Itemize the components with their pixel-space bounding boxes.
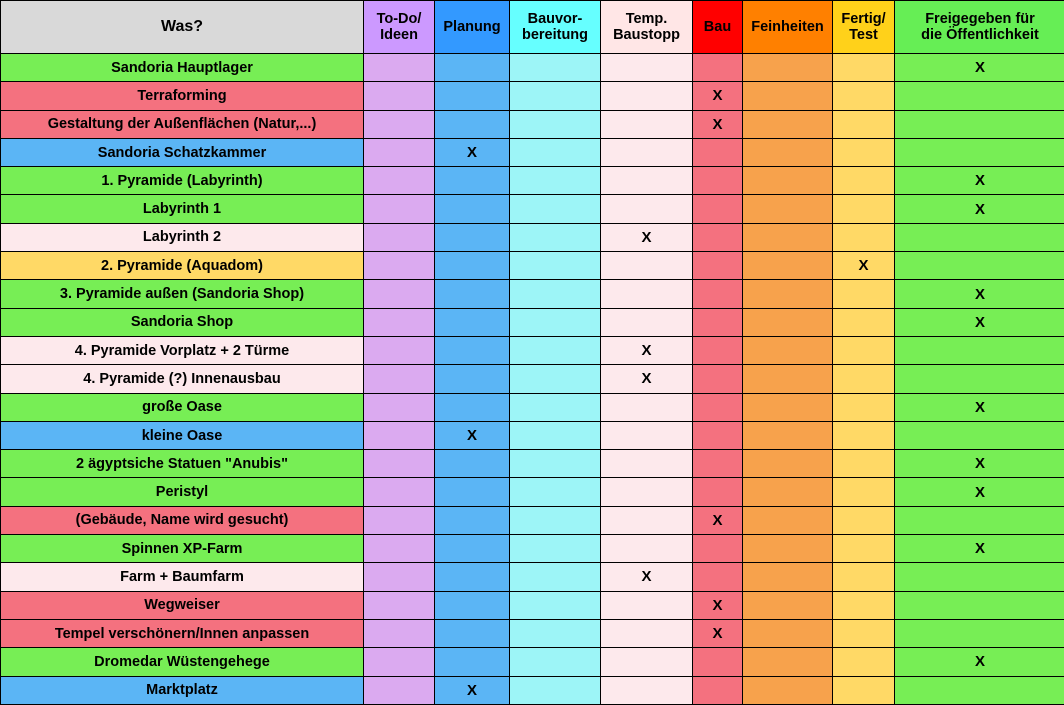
status-mark: X [712, 597, 722, 614]
task-name-cell: Labyrinth 1 [1, 195, 364, 223]
table-row [1, 280, 1064, 308]
status-cell-fein [743, 110, 833, 138]
status-mark: X [712, 87, 722, 104]
status-cell-todo [364, 167, 435, 195]
status-mark: X [975, 653, 985, 670]
table-row [1, 478, 1064, 506]
status-cell-plan [435, 110, 510, 138]
status-cell-frei [895, 138, 1064, 166]
status-cell-stop [601, 619, 693, 647]
status-cell-todo [364, 591, 435, 619]
task-name-cell: 3. Pyramide außen (Sandoria Shop) [1, 280, 364, 308]
status-cell-fertig [833, 365, 895, 393]
status-cell-todo [364, 676, 435, 704]
status-mark: X [975, 201, 985, 218]
column-header-line: Planung [443, 19, 500, 35]
task-name-cell: Tempel verschönern/Innen anpassen [1, 619, 364, 647]
column-header-prep [510, 1, 601, 54]
status-cell-bau [693, 110, 743, 138]
status-cell-fertig [833, 619, 895, 647]
table-header [1, 1, 1064, 54]
status-cell-todo [364, 54, 435, 82]
status-cell-plan [435, 167, 510, 195]
column-header-line: Was? [161, 18, 203, 35]
table-row [1, 393, 1064, 421]
status-cell-bau [693, 195, 743, 223]
status-cell-frei [895, 252, 1064, 280]
status-cell-bau [693, 54, 743, 82]
status-mark: X [467, 427, 477, 444]
status-cell-plan [435, 393, 510, 421]
status-cell-todo [364, 648, 435, 676]
status-cell-prep [510, 336, 601, 364]
status-cell-stop [601, 138, 693, 166]
table-row [1, 619, 1064, 647]
status-cell-stop [601, 82, 693, 110]
status-cell-plan [435, 336, 510, 364]
status-cell-stop [601, 563, 693, 591]
status-mark: X [975, 399, 985, 416]
status-cell-bau [693, 506, 743, 534]
task-name-cell: große Oase [1, 393, 364, 421]
status-cell-stop [601, 648, 693, 676]
status-cell-fertig [833, 138, 895, 166]
status-cell-fein [743, 308, 833, 336]
status-cell-bau [693, 450, 743, 478]
status-cell-stop [601, 195, 693, 223]
status-cell-plan [435, 563, 510, 591]
status-cell-prep [510, 82, 601, 110]
status-cell-plan [435, 252, 510, 280]
status-cell-frei [895, 535, 1064, 563]
column-header-line: Fertig/ [841, 11, 885, 27]
task-name-cell: Sandoria Schatzkammer [1, 138, 364, 166]
table-row [1, 252, 1064, 280]
status-cell-fein [743, 450, 833, 478]
status-cell-fertig [833, 563, 895, 591]
column-header-todo [364, 1, 435, 54]
status-cell-plan [435, 591, 510, 619]
column-header-line: Bau [704, 19, 731, 35]
status-mark: X [712, 625, 722, 642]
task-name-cell: (Gebäude, Name wird gesucht) [1, 506, 364, 534]
status-cell-fein [743, 535, 833, 563]
status-mark: X [975, 59, 985, 76]
status-cell-fertig [833, 82, 895, 110]
status-cell-fein [743, 138, 833, 166]
status-cell-stop [601, 421, 693, 449]
status-cell-prep [510, 619, 601, 647]
task-name-cell: 2 ägyptsiche Statuen "Anubis" [1, 450, 364, 478]
status-cell-plan [435, 365, 510, 393]
status-cell-todo [364, 450, 435, 478]
status-mark: X [712, 116, 722, 133]
status-mark: X [975, 314, 985, 331]
status-cell-fein [743, 252, 833, 280]
status-cell-prep [510, 478, 601, 506]
task-name-cell: 4. Pyramide Vorplatz + 2 Türme [1, 336, 364, 364]
status-cell-stop [601, 167, 693, 195]
status-cell-plan [435, 676, 510, 704]
status-cell-fein [743, 648, 833, 676]
table-row [1, 365, 1064, 393]
table-row [1, 336, 1064, 364]
status-cell-prep [510, 563, 601, 591]
task-name-cell: Sandoria Shop [1, 308, 364, 336]
status-cell-fein [743, 506, 833, 534]
table-row [1, 450, 1064, 478]
table-row [1, 167, 1064, 195]
status-mark: X [712, 512, 722, 529]
column-header-frei [895, 1, 1064, 54]
status-cell-plan [435, 138, 510, 166]
column-header-line: Freigegeben für [925, 11, 1035, 27]
status-cell-bau [693, 138, 743, 166]
status-cell-plan [435, 421, 510, 449]
status-cell-todo [364, 252, 435, 280]
task-name-cell: Spinnen XP-Farm [1, 535, 364, 563]
status-cell-stop [601, 393, 693, 421]
status-cell-todo [364, 365, 435, 393]
status-cell-todo [364, 82, 435, 110]
status-mark: X [975, 286, 985, 303]
column-header-bau [693, 1, 743, 54]
status-cell-frei [895, 393, 1064, 421]
status-cell-todo [364, 619, 435, 647]
status-mark: X [641, 342, 651, 359]
task-name-cell: kleine Oase [1, 421, 364, 449]
table-row [1, 223, 1064, 251]
status-cell-prep [510, 138, 601, 166]
status-cell-prep [510, 393, 601, 421]
status-cell-prep [510, 591, 601, 619]
status-cell-bau [693, 252, 743, 280]
header-row [1, 1, 1064, 54]
status-cell-stop [601, 506, 693, 534]
column-header-line: Feinheiten [751, 19, 824, 35]
status-cell-todo [364, 506, 435, 534]
status-cell-frei [895, 82, 1064, 110]
status-cell-fein [743, 280, 833, 308]
table-row [1, 535, 1064, 563]
status-cell-fein [743, 591, 833, 619]
status-cell-frei [895, 648, 1064, 676]
status-cell-bau [693, 563, 743, 591]
status-cell-stop [601, 450, 693, 478]
status-cell-fertig [833, 591, 895, 619]
table-row [1, 421, 1064, 449]
status-cell-prep [510, 195, 601, 223]
table-row [1, 308, 1064, 336]
table-row [1, 110, 1064, 138]
table-row [1, 54, 1064, 82]
status-cell-bau [693, 336, 743, 364]
status-cell-plan [435, 54, 510, 82]
status-cell-stop [601, 280, 693, 308]
status-cell-fertig [833, 478, 895, 506]
status-cell-prep [510, 280, 601, 308]
status-cell-frei [895, 54, 1064, 82]
status-cell-stop [601, 223, 693, 251]
status-cell-stop [601, 535, 693, 563]
status-cell-frei [895, 110, 1064, 138]
task-name-cell: 4. Pyramide (?) Innenausbau [1, 365, 364, 393]
status-cell-stop [601, 365, 693, 393]
status-cell-prep [510, 421, 601, 449]
status-cell-fein [743, 619, 833, 647]
status-cell-plan [435, 450, 510, 478]
status-cell-fertig [833, 195, 895, 223]
status-mark: X [467, 682, 477, 699]
column-header-line: Temp. [626, 11, 668, 27]
status-cell-todo [364, 478, 435, 506]
status-cell-fertig [833, 223, 895, 251]
status-cell-fein [743, 82, 833, 110]
task-name-cell: 1. Pyramide (Labyrinth) [1, 167, 364, 195]
status-cell-stop [601, 110, 693, 138]
status-cell-todo [364, 138, 435, 166]
status-mark: X [975, 172, 985, 189]
status-cell-frei [895, 563, 1064, 591]
status-cell-bau [693, 365, 743, 393]
status-cell-bau [693, 280, 743, 308]
status-cell-plan [435, 478, 510, 506]
table-row [1, 138, 1064, 166]
status-cell-prep [510, 365, 601, 393]
status-cell-bau [693, 478, 743, 506]
status-cell-bau [693, 421, 743, 449]
status-cell-fein [743, 365, 833, 393]
status-cell-fertig [833, 450, 895, 478]
status-cell-plan [435, 619, 510, 647]
task-name-cell: Terraforming [1, 82, 364, 110]
status-cell-fertig [833, 167, 895, 195]
status-cell-frei [895, 506, 1064, 534]
column-header-line: Bauvor- [528, 11, 583, 27]
status-cell-todo [364, 223, 435, 251]
status-cell-prep [510, 54, 601, 82]
status-mark: X [975, 484, 985, 501]
status-cell-fertig [833, 506, 895, 534]
status-cell-plan [435, 195, 510, 223]
column-header-line: To-Do/ [377, 11, 422, 27]
status-cell-fein [743, 336, 833, 364]
status-cell-frei [895, 280, 1064, 308]
status-cell-frei [895, 478, 1064, 506]
status-cell-fein [743, 223, 833, 251]
status-cell-prep [510, 252, 601, 280]
status-cell-stop [601, 308, 693, 336]
status-cell-plan [435, 82, 510, 110]
status-cell-fertig [833, 110, 895, 138]
status-mark: X [975, 455, 985, 472]
task-name-cell: Marktplatz [1, 676, 364, 704]
table-body [1, 54, 1064, 705]
table-row [1, 563, 1064, 591]
status-cell-frei [895, 676, 1064, 704]
status-cell-frei [895, 450, 1064, 478]
status-cell-frei [895, 308, 1064, 336]
status-cell-frei [895, 591, 1064, 619]
status-cell-fertig [833, 336, 895, 364]
status-mark: X [641, 568, 651, 585]
status-cell-todo [364, 110, 435, 138]
status-cell-stop [601, 676, 693, 704]
status-cell-fertig [833, 648, 895, 676]
column-header-fertig [833, 1, 895, 54]
column-header-stop [601, 1, 693, 54]
table-row [1, 676, 1064, 704]
status-cell-prep [510, 648, 601, 676]
status-cell-todo [364, 308, 435, 336]
status-cell-plan [435, 648, 510, 676]
status-cell-bau [693, 393, 743, 421]
status-cell-fein [743, 195, 833, 223]
task-name-cell: Sandoria Hauptlager [1, 54, 364, 82]
status-cell-todo [364, 563, 435, 591]
status-cell-fertig [833, 308, 895, 336]
status-cell-fein [743, 167, 833, 195]
status-mark: X [641, 370, 651, 387]
status-cell-plan [435, 280, 510, 308]
status-cell-todo [364, 195, 435, 223]
status-cell-prep [510, 167, 601, 195]
status-cell-plan [435, 308, 510, 336]
status-cell-bau [693, 82, 743, 110]
column-header-task [1, 1, 364, 54]
status-cell-todo [364, 336, 435, 364]
status-cell-bau [693, 535, 743, 563]
task-name-cell: 2. Pyramide (Aquadom) [1, 252, 364, 280]
status-cell-prep [510, 535, 601, 563]
status-cell-fertig [833, 393, 895, 421]
status-cell-fertig [833, 535, 895, 563]
task-name-cell: Wegweiser [1, 591, 364, 619]
table-row [1, 648, 1064, 676]
status-cell-bau [693, 648, 743, 676]
status-cell-frei [895, 167, 1064, 195]
status-cell-plan [435, 506, 510, 534]
status-cell-fertig [833, 252, 895, 280]
status-cell-bau [693, 676, 743, 704]
status-cell-bau [693, 619, 743, 647]
status-cell-prep [510, 308, 601, 336]
status-cell-fein [743, 563, 833, 591]
column-header-line: Ideen [380, 27, 418, 43]
status-cell-stop [601, 252, 693, 280]
status-mark: X [641, 229, 651, 246]
column-header-fein [743, 1, 833, 54]
status-cell-bau [693, 308, 743, 336]
status-mark: X [975, 540, 985, 557]
status-cell-prep [510, 506, 601, 534]
status-cell-fertig [833, 421, 895, 449]
task-name-cell: Dromedar Wüstengehege [1, 648, 364, 676]
status-cell-prep [510, 676, 601, 704]
status-cell-stop [601, 591, 693, 619]
column-header-plan [435, 1, 510, 54]
column-header-line: Baustopp [613, 27, 680, 43]
task-name-cell: Farm + Baumfarm [1, 563, 364, 591]
status-cell-stop [601, 478, 693, 506]
table-row [1, 506, 1064, 534]
status-cell-todo [364, 421, 435, 449]
task-name-cell: Labyrinth 2 [1, 223, 364, 251]
status-cell-fertig [833, 280, 895, 308]
task-name-cell: Gestaltung der Außenflächen (Natur,...) [1, 110, 364, 138]
status-cell-todo [364, 280, 435, 308]
status-cell-frei [895, 223, 1064, 251]
status-cell-bau [693, 167, 743, 195]
status-cell-fein [743, 478, 833, 506]
status-cell-plan [435, 223, 510, 251]
status-cell-prep [510, 110, 601, 138]
status-cell-prep [510, 450, 601, 478]
status-cell-frei [895, 336, 1064, 364]
status-cell-frei [895, 195, 1064, 223]
status-cell-frei [895, 619, 1064, 647]
status-cell-fertig [833, 676, 895, 704]
status-cell-fein [743, 54, 833, 82]
status-cell-fein [743, 393, 833, 421]
table-row [1, 82, 1064, 110]
status-cell-prep [510, 223, 601, 251]
status-cell-frei [895, 365, 1064, 393]
status-mark: X [467, 144, 477, 161]
column-header-line: die Öffentlichkeit [921, 27, 1039, 43]
status-cell-stop [601, 336, 693, 364]
status-mark: X [858, 257, 868, 274]
column-header-line: Test [849, 27, 878, 43]
status-cell-fein [743, 676, 833, 704]
column-header-line: bereitung [522, 27, 588, 43]
status-cell-fein [743, 421, 833, 449]
status-cell-plan [435, 535, 510, 563]
status-cell-stop [601, 54, 693, 82]
table-row [1, 591, 1064, 619]
status-cell-frei [895, 421, 1064, 449]
status-cell-todo [364, 535, 435, 563]
status-cell-fertig [833, 54, 895, 82]
status-cell-bau [693, 591, 743, 619]
table-row [1, 195, 1064, 223]
status-cell-todo [364, 393, 435, 421]
task-name-cell: Peristyl [1, 478, 364, 506]
status-cell-bau [693, 223, 743, 251]
